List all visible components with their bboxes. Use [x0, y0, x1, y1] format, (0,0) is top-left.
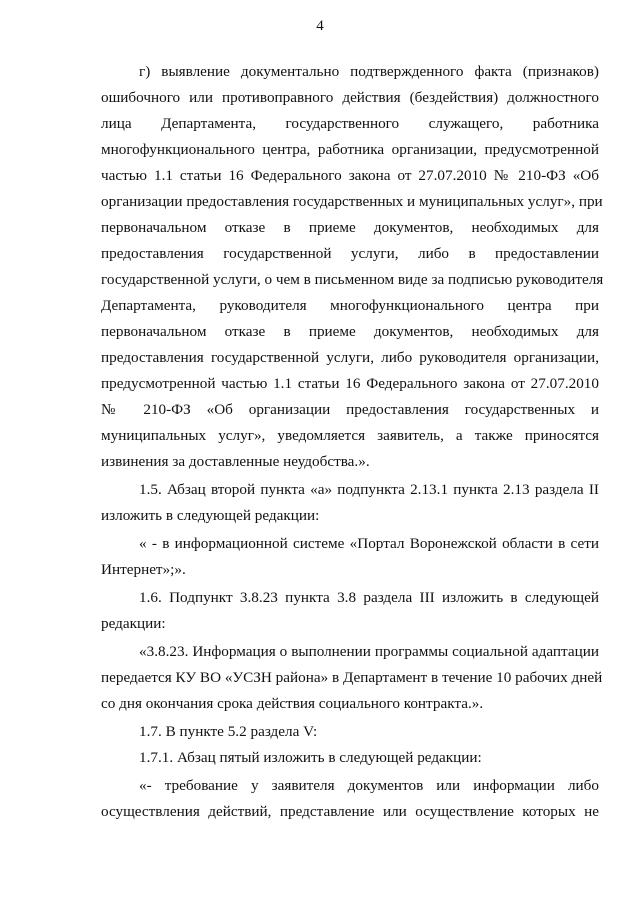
page-number: 4 — [316, 18, 324, 34]
text-line: предусмотренной частью 1.1 статьи 16 Федерального закона от 27.07.2010 — [101, 375, 599, 392]
text-line: Интернет»;». — [101, 561, 186, 578]
text-line: государственной услуги, о чем в письменном виде за подписью руководителя — [101, 271, 604, 288]
text-line: многофункционального центра, работника организации, предусмотренной — [101, 141, 599, 158]
text-line: Департамента, руководителя многофункционального центра при — [101, 297, 599, 314]
text-line: осуществления действий, представление или осуществление которых не — [101, 803, 599, 820]
text-line: первоначальном отказе в приеме документов, необходимых для — [101, 219, 599, 236]
text-line: предоставления государственной услуги, либо в предоставлении — [101, 245, 599, 262]
text-line: редакции: — [101, 615, 166, 632]
text-line: изложить в следующей редакции: — [101, 507, 320, 524]
text-line: первоначальном отказе в приеме документов, необходимых для — [101, 323, 599, 340]
text-line: ошибочного или противоправного действия (бездействия) должностного — [101, 89, 599, 106]
text-line: извинения за доставленные неудобства.». — [101, 453, 370, 470]
text-line: лица Департамента, государственного служащего, работника — [101, 115, 599, 132]
text-line: 1.5. Абзац второй пункта «а» подпункта 2.13.1 пункта 2.13 раздела II — [139, 481, 599, 498]
text-line: г) выявление документально подтвержденного факта (признаков) — [139, 63, 599, 80]
text-line: 1.7. В пункте 5.2 раздела V: — [139, 723, 318, 740]
text-line: муниципальных услуг», уведомляется заявитель, а также приносятся — [101, 427, 599, 444]
text-line: со дня окончания срока действия социального контракта.». — [101, 695, 484, 712]
text-line: 1.6. Подпункт 3.8.23 пункта 3.8 раздела III изложить в следующей — [139, 589, 599, 606]
text-line: « - в информационной системе «Портал Воронежской области в сети — [139, 535, 599, 552]
text-line: «- требование у заявителя документов или информации либо — [139, 777, 599, 794]
text-line: 1.7.1. Абзац пятый изложить в следующей редакции: — [139, 749, 482, 766]
text-line: передается КУ ВО «УСЗН района» в Департамент в течение 10 рабочих дней — [101, 669, 603, 686]
text-line: «3.8.23. Информация о выполнении программы социальной адаптации — [139, 643, 599, 660]
text-line: организации предоставления государственных и муниципальных услуг», при — [101, 193, 603, 210]
text-line: № 210-ФЗ «Об организации предоставления государственных и — [101, 401, 599, 418]
text-line: частью 1.1 статьи 16 Федерального закона от 27.07.2010 № 210-ФЗ «Об — [101, 167, 599, 184]
text-line: предоставления государственной услуги, либо руководителя организации, — [101, 349, 599, 366]
